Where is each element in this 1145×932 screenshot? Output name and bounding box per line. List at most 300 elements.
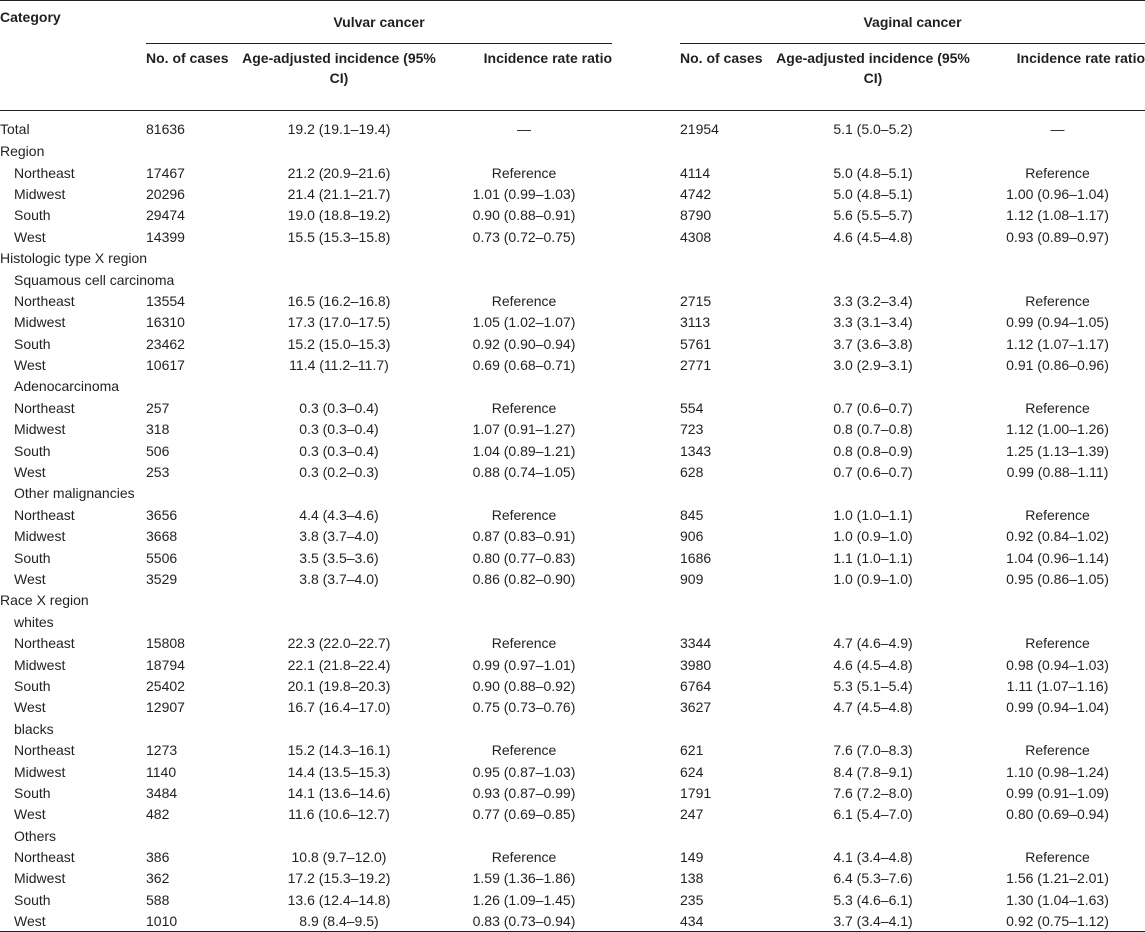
row-label: Others <box>14 827 57 844</box>
vaginal-incidence-cell: 3.0 (2.9–3.1) <box>833 357 913 374</box>
vulvar-ratio-cell: 0.83 (0.73–0.94) <box>436 911 612 932</box>
table-row <box>0 312 1145 333</box>
table-row <box>0 354 1145 375</box>
row-label: Northeast <box>14 635 75 652</box>
vaginal-incidence-cell: 5.3 (5.1–5.4) <box>833 677 913 694</box>
vaginal-ratio-cell: 0.92 (0.75–1.12) <box>970 911 1145 932</box>
vulvar-ratio-cell: 0.69 (0.68–0.71) <box>472 357 576 374</box>
vaginal-ratio-cell: Reference <box>1025 399 1090 416</box>
vulvar-incidence-cell: 11.4 (11.2–11.7) <box>289 357 389 374</box>
vulvar-ratio-cell: 1.01 (0.99–1.03) <box>472 185 576 202</box>
vulvar-cases-cell: 23462 <box>146 335 185 352</box>
row-label: Squamous cell carcinoma <box>14 271 175 288</box>
table-row <box>0 526 1145 547</box>
table-row <box>0 504 1145 525</box>
vulvar-incidence-cell: 0.3 (0.3–0.4) <box>299 421 379 438</box>
spacer-cell <box>612 183 680 204</box>
table-row <box>0 461 1145 482</box>
spacer-cell <box>612 868 680 889</box>
vaginal-cases-cell <box>680 269 776 290</box>
row-label: Midwest <box>14 314 66 331</box>
row-label: Other malignancies <box>14 485 135 502</box>
vaginal-cases-cell: 21954 <box>680 120 719 137</box>
spacer-cell <box>612 654 680 675</box>
vaginal-ratio-cell: 0.99 (0.91–1.09) <box>1006 784 1109 801</box>
vaginal-ratio-cell: 0.93 (0.89–0.97) <box>1006 228 1109 245</box>
vaginal-ratio-cell: 0.99 (0.94–1.05) <box>1006 314 1109 331</box>
vulvar-cases-cell: 362 <box>146 870 170 887</box>
vulvar-cases-cell <box>146 376 242 397</box>
vulvar-ratio-cell: 1.05 (1.02–1.07) <box>472 314 576 331</box>
table-row <box>0 483 1145 504</box>
vaginal-cases-cell: 845 <box>680 506 704 523</box>
table-row <box>0 162 1145 183</box>
header-row-groups <box>0 1 1145 44</box>
vulvar-incidence-cell: 19.2 (19.1–19.4) <box>287 120 391 137</box>
vaginal-incidence-cell: 6.1 (5.4–7.0) <box>833 806 913 823</box>
vaginal-ratio-cell: 1.00 (0.96–1.04) <box>1006 185 1109 202</box>
table-row <box>0 226 1145 247</box>
vulvar-cases-cell: 588 <box>146 891 170 908</box>
vaginal-cases-cell: 1343 <box>680 442 712 459</box>
vulvar-incidence-cell: 3.8 (3.7–4.0) <box>299 571 379 587</box>
spacer-cell <box>612 675 680 696</box>
vulvar-incidence-cell <box>242 376 436 397</box>
table-row <box>0 782 1145 803</box>
vulvar-cases-cell: 253 <box>146 464 170 481</box>
vulvar-incidence-cell: 17.3 (17.0–17.5) <box>287 314 391 331</box>
row-label: Adenocarcinoma <box>14 378 120 395</box>
category-header: Category <box>0 1 146 44</box>
spacer-cell <box>612 739 680 760</box>
row-label: Midwest <box>14 528 66 545</box>
vaginal-cases-cell: 4114 <box>680 164 711 181</box>
spacer-cell <box>612 141 680 162</box>
vaginal-ratio-cell: 0.99 (0.94–1.04) <box>1006 699 1109 716</box>
row-label: Race X region <box>0 592 89 609</box>
vulvar-cases-cell: 10617 <box>146 357 185 374</box>
vulvar-cases-cell: 3656 <box>146 506 178 523</box>
vulvar-cases-cell: 18794 <box>146 656 185 673</box>
vulvar-ratio-cell: — <box>517 120 531 137</box>
table-row <box>0 868 1145 889</box>
row-label: West <box>14 464 46 481</box>
table-row <box>0 697 1145 718</box>
vulvar-incidence-cell: 15.5 (15.3–15.8) <box>287 228 391 245</box>
vulvar-cases-cell: 14399 <box>146 228 185 245</box>
row-label: Northeast <box>14 506 75 523</box>
vulvar-ratio-cell: Reference <box>491 292 557 309</box>
table-row <box>0 825 1145 846</box>
table-row <box>0 911 1145 932</box>
vaginal-cases-cell: 723 <box>680 421 704 438</box>
vaginal-incidence-cell: 0.7 (0.6–0.7) <box>833 464 913 481</box>
vulvar-incidence-cell: 4.4 (4.3–4.6) <box>299 506 379 523</box>
spacer-cell <box>612 590 680 611</box>
spacer-cell <box>612 226 680 247</box>
vulvar-cases-cell: 13554 <box>146 292 185 309</box>
vaginal-ratio-header: Incidence rate ratio <box>970 43 1145 110</box>
vaginal-ratio-cell: 0.98 (0.94–1.03) <box>1006 656 1109 673</box>
vaginal-incidence-cell: 1.1 (1.0–1.1) <box>833 549 913 566</box>
spacer-cell <box>612 290 680 311</box>
vulvar-ratio-cell <box>436 269 612 290</box>
vaginal-cases-cell: 909 <box>680 571 704 587</box>
vaginal-incidence-cell: 5.0 (4.8–5.1) <box>833 185 913 202</box>
table-row <box>0 654 1145 675</box>
row-label: South <box>14 207 51 224</box>
vulvar-ratio-cell: 0.99 (0.97–1.01) <box>472 656 576 673</box>
vaginal-ratio-cell <box>970 141 1145 162</box>
vulvar-ratio-cell: 0.88 (0.74–1.05) <box>472 464 576 481</box>
vaginal-ratio-cell: 1.12 (1.08–1.17) <box>1006 207 1109 224</box>
vulvar-ratio-cell: 0.87 (0.83–0.91) <box>472 528 576 545</box>
row-label: blacks <box>14 720 54 737</box>
vulvar-incidence-cell: 17.2 (15.3–19.2) <box>287 870 391 887</box>
vulvar-ratio-cell: Reference <box>491 506 557 523</box>
vulvar-ratio-cell: 1.07 (0.91–1.27) <box>472 421 576 438</box>
vulvar-ratio-cell: 0.86 (0.82–0.90) <box>472 571 576 587</box>
spacer-cell <box>612 504 680 525</box>
vaginal-cases-cell: 3627 <box>680 699 712 716</box>
vaginal-incidence-cell: 1.0 (0.9–1.0) <box>833 571 913 587</box>
vulvar-cases-cell <box>146 718 242 739</box>
vulvar-incidence-cell: 20.1 (19.8–20.3) <box>287 677 391 694</box>
spacer-cell <box>612 483 680 504</box>
table-row <box>0 889 1145 910</box>
spacer-cell <box>612 911 680 932</box>
vaginal-incidence-cell <box>776 247 970 268</box>
table-row <box>0 247 1145 268</box>
vaginal-ratio-cell: 0.99 (0.88–1.11) <box>1006 464 1109 481</box>
vaginal-ratio-cell <box>970 247 1145 268</box>
vulvar-cases-cell: 257 <box>146 399 170 416</box>
row-label: Midwest <box>14 421 66 438</box>
spacer-cell <box>612 269 680 290</box>
vulvar-incidence-cell: 13.6 (12.4–14.8) <box>287 891 391 908</box>
spacer-cell <box>612 354 680 375</box>
row-label: South <box>14 677 51 694</box>
vaginal-incidence-cell: 1.0 (1.0–1.1) <box>833 506 913 523</box>
vaginal-ratio-cell <box>970 590 1145 611</box>
row-label: Northeast <box>14 292 75 309</box>
vulvar-incidence-cell: 0.3 (0.3–0.4) <box>299 442 379 459</box>
vaginal-ratio-cell <box>970 718 1145 739</box>
table-row <box>0 376 1145 397</box>
row-label: Northeast <box>14 164 75 181</box>
vulvar-ratio-cell: Reference <box>491 164 557 181</box>
vulvar-incidence-cell <box>242 718 436 739</box>
vulvar-ratio-cell <box>436 590 612 611</box>
spacer-cell <box>612 333 680 354</box>
vaginal-cases-cell: 628 <box>680 464 704 481</box>
vulvar-ratio-cell: 0.80 (0.77–0.83) <box>472 549 576 566</box>
vaginal-incidence-cell: 1.0 (0.9–1.0) <box>833 528 913 545</box>
row-label: Midwest <box>14 870 66 887</box>
vulvar-cases-cell: 15808 <box>146 635 185 652</box>
row-label: South <box>14 891 51 908</box>
vaginal-cases-cell: 4308 <box>680 228 712 245</box>
vaginal-cases-cell: 624 <box>680 763 704 780</box>
vaginal-ratio-cell: 1.10 (0.98–1.24) <box>1006 763 1109 780</box>
vaginal-cases-cell: 1791 <box>680 784 712 801</box>
vaginal-cases-cell: 247 <box>680 806 704 823</box>
vulvar-ratio-cell: 0.73 (0.72–0.75) <box>472 228 576 245</box>
vaginal-incidence-cell <box>776 590 970 611</box>
vaginal-ratio-cell: 0.95 (0.86–1.05) <box>1006 571 1109 587</box>
table-row <box>0 846 1145 867</box>
vulvar-incidence-cell <box>242 247 436 268</box>
vaginal-cases-cell: 554 <box>680 399 704 416</box>
vaginal-cases-cell: 5761 <box>680 335 712 352</box>
vaginal-ratio-cell: Reference <box>1025 849 1090 866</box>
spacer-cell <box>612 110 680 141</box>
vulvar-cases-cell: 25402 <box>146 677 185 694</box>
vaginal-incidence-cell: 3.7 (3.6–3.8) <box>833 335 913 352</box>
vulvar-ratio-cell: Reference <box>491 635 557 652</box>
vulvar-incidence-cell: 15.2 (15.0–15.3) <box>287 335 391 352</box>
vulvar-ratio-cell <box>436 825 612 846</box>
vulvar-cases-cell: 3529 <box>146 571 178 587</box>
table-row <box>0 547 1145 568</box>
vaginal-cases-cell: 138 <box>680 870 704 887</box>
vulvar-ratio-cell: 1.26 (1.09–1.45) <box>472 891 576 908</box>
vaginal-ratio-cell: Reference <box>1025 635 1090 652</box>
spacer-cell <box>612 889 680 910</box>
vaginal-incidence-cell: 4.7 (4.5–4.8) <box>833 699 913 716</box>
vaginal-ratio-cell: 1.04 (0.96–1.14) <box>1006 549 1109 566</box>
vulvar-ratio-cell: 0.93 (0.87–0.99) <box>472 784 576 801</box>
vulvar-cases-cell <box>146 611 242 632</box>
table-row <box>0 761 1145 782</box>
spacer-cell <box>612 846 680 867</box>
vaginal-ratio-cell: 0.91 (0.86–0.96) <box>1006 357 1109 374</box>
spacer-cell <box>612 461 680 482</box>
vaginal-incidence-cell: 5.6 (5.5–5.7) <box>833 207 913 224</box>
vaginal-incidence-cell: 8.4 (7.8–9.1) <box>833 763 913 780</box>
spacer-cell <box>612 397 680 418</box>
vulvar-incidence-cell: 19.0 (18.8–19.2) <box>287 207 391 224</box>
vulvar-ratio-cell <box>436 611 612 632</box>
spacer-cell <box>612 611 680 632</box>
vaginal-incidence-cell: 3.3 (3.2–3.4) <box>833 292 913 309</box>
vaginal-ratio-cell: 0.80 (0.69–0.94) <box>1006 806 1109 823</box>
vaginal-ratio-cell: — <box>1050 120 1065 137</box>
vaginal-cases-cell: 6764 <box>680 677 712 694</box>
vulvar-incidence-cell <box>242 825 436 846</box>
vaginal-incidence-cell: 4.6 (4.5–4.8) <box>833 656 913 673</box>
spacer-cell <box>612 825 680 846</box>
vaginal-cases-cell <box>680 376 776 397</box>
vulvar-incidence-cell <box>242 483 436 504</box>
vaginal-incidence-cell: 4.6 (4.5–4.8) <box>833 228 913 245</box>
row-label: South <box>14 335 51 352</box>
vulvar-cases-cell: 29474 <box>146 207 185 224</box>
table-row <box>0 205 1145 226</box>
spacer-cell <box>612 804 680 825</box>
vaginal-ratio-cell <box>970 483 1145 504</box>
vaginal-cases-cell <box>680 718 776 739</box>
vaginal-incidence-cell: 5.1 (5.0–5.2) <box>833 120 913 137</box>
vulvar-incidence-header: Age-adjusted incidence (95% CI) <box>242 43 436 110</box>
vaginal-incidence-cell: 4.1 (3.4–4.8) <box>833 849 913 866</box>
row-label: whites <box>14 613 54 630</box>
table-row <box>0 739 1145 760</box>
vaginal-ratio-cell <box>970 611 1145 632</box>
vulvar-cases-cell: 17467 <box>146 164 185 181</box>
vaginal-cases-cell <box>680 483 776 504</box>
vulvar-incidence-cell: 8.9 (8.4–9.5) <box>242 911 436 932</box>
vulvar-cases-cell <box>146 247 242 268</box>
vaginal-ratio-cell: Reference <box>1025 164 1090 181</box>
vaginal-incidence-cell: 0.8 (0.8–0.9) <box>833 442 913 459</box>
vaginal-ratio-cell: 1.25 (1.13–1.39) <box>1006 442 1109 459</box>
vulvar-incidence-cell <box>242 590 436 611</box>
vaginal-incidence-cell: 5.0 (4.8–5.1) <box>833 164 913 181</box>
vulvar-incidence-cell: 14.4 (13.5–15.3) <box>287 763 391 780</box>
spacer-cell <box>612 205 680 226</box>
vulvar-ratio-cell: 0.92 (0.90–0.94) <box>472 335 576 352</box>
row-label: Region <box>0 143 45 160</box>
vaginal-incidence-cell: 0.8 (0.7–0.8) <box>833 421 913 438</box>
row-label: South <box>14 442 51 459</box>
vaginal-ratio-cell: Reference <box>1025 292 1090 309</box>
vulvar-cases-cell: 81636 <box>146 120 185 137</box>
vulvar-ratio-header: Incidence rate ratio <box>436 43 612 110</box>
header-row-columns <box>0 43 1145 110</box>
vaginal-incidence-cell: 6.4 (5.3–7.6) <box>833 870 913 887</box>
vulvar-ratio-cell: 0.75 (0.73–0.76) <box>472 699 576 716</box>
vulvar-ratio-cell: 0.95 (0.87–1.03) <box>472 763 576 780</box>
vulvar-cases-cell: 20296 <box>146 185 185 202</box>
row-label: West <box>14 228 46 245</box>
spacer-cell <box>612 376 680 397</box>
vulvar-cases-cell <box>146 825 242 846</box>
vulvar-incidence-cell: 16.7 (16.4–17.0) <box>287 699 391 716</box>
vaginal-ratio-cell: Reference <box>1025 742 1090 759</box>
vulvar-incidence-cell: 15.2 (14.3–16.1) <box>287 742 391 759</box>
table-row <box>0 718 1145 739</box>
spacer-cell <box>612 419 680 440</box>
vulvar-ratio-cell <box>436 376 612 397</box>
vulvar-incidence-cell: 21.2 (20.9–21.6) <box>287 164 391 181</box>
vulvar-incidence-cell: 22.1 (21.8–22.4) <box>287 656 391 673</box>
spacer-cell <box>612 568 680 589</box>
table-row <box>0 290 1145 311</box>
vaginal-cases-cell: 4742 <box>680 185 712 202</box>
vaginal-incidence-header: Age-adjusted incidence (95% CI) <box>776 43 970 110</box>
spacer-cell <box>612 526 680 547</box>
vulvar-cases-cell: 1010 <box>146 911 242 932</box>
spacer-cell <box>612 547 680 568</box>
vaginal-ratio-cell: 0.92 (0.84–1.02) <box>1006 528 1109 545</box>
vaginal-incidence-cell: 0.7 (0.6–0.7) <box>833 399 913 416</box>
vulvar-incidence-cell: 10.8 (9.7–12.0) <box>291 849 387 866</box>
vaginal-ratio-cell: 1.11 (1.07–1.16) <box>1006 677 1109 694</box>
vulvar-incidence-cell: 0.3 (0.2–0.3) <box>299 464 379 481</box>
vulvar-ratio-cell: 1.04 (0.89–1.21) <box>472 442 576 459</box>
vulvar-ratio-cell: 0.90 (0.88–0.91) <box>472 207 576 224</box>
vulvar-ratio-cell: Reference <box>491 849 557 866</box>
vaginal-ratio-cell: 1.56 (1.21–2.01) <box>1006 870 1109 887</box>
vaginal-ratio-cell: Reference <box>1025 506 1090 523</box>
vaginal-incidence-cell: 3.7 (3.4–4.1) <box>776 911 970 932</box>
vulvar-ratio-cell: Reference <box>491 742 557 759</box>
row-label: West <box>14 571 46 587</box>
vulvar-cases-cell <box>146 483 242 504</box>
vaginal-cases-cell: 434 <box>680 911 776 932</box>
vaginal-cases-cell: 3113 <box>680 314 711 331</box>
vulvar-cases-cell: 3668 <box>146 528 178 545</box>
vulvar-ratio-cell: 0.77 (0.69–0.85) <box>472 806 576 823</box>
table-row <box>0 419 1145 440</box>
vulvar-cases-cell: 3484 <box>146 784 178 801</box>
vulvar-cases-cell: 12907 <box>146 699 185 716</box>
vaginal-incidence-cell: 7.6 (7.2–8.0) <box>833 784 913 801</box>
row-label: West <box>0 911 146 932</box>
spacer-cell <box>612 718 680 739</box>
vaginal-ratio-cell <box>970 825 1145 846</box>
vaginal-incidence-cell <box>776 376 970 397</box>
row-label: South <box>14 784 51 801</box>
vaginal-cases-cell: 621 <box>680 742 704 759</box>
vaginal-incidence-cell <box>776 825 970 846</box>
row-label: Total <box>0 120 30 137</box>
vulvar-cases-header: No. of cases <box>146 43 242 110</box>
vaginal-cases-cell: 8790 <box>680 207 712 224</box>
vulvar-cases-cell: 16310 <box>146 314 185 331</box>
vulvar-cases-cell: 5506 <box>146 549 178 566</box>
vaginal-ratio-cell: 1.12 (1.07–1.17) <box>1006 335 1109 352</box>
vulvar-ratio-cell <box>436 247 612 268</box>
vulvar-incidence-cell <box>242 611 436 632</box>
vulvar-cases-cell: 506 <box>146 442 170 459</box>
vaginal-incidence-cell: 3.3 (3.1–3.4) <box>833 314 913 331</box>
table-row <box>0 611 1145 632</box>
row-label: Northeast <box>14 849 75 866</box>
vaginal-cases-cell: 149 <box>680 849 704 866</box>
table-row <box>0 440 1145 461</box>
vaginal-incidence-cell <box>776 718 970 739</box>
row-label: South <box>14 549 51 566</box>
vulvar-cases-cell <box>146 590 242 611</box>
vaginal-cases-cell <box>680 141 776 162</box>
vaginal-ratio-cell <box>970 269 1145 290</box>
vaginal-ratio-cell <box>970 376 1145 397</box>
spacer-cell <box>612 761 680 782</box>
vulvar-cases-cell <box>146 141 242 162</box>
spacer-cell <box>612 162 680 183</box>
table-row <box>0 804 1145 825</box>
row-label: Midwest <box>14 656 66 673</box>
vulvar-ratio-cell: 1.59 (1.36–1.86) <box>472 870 576 887</box>
vulvar-incidence-cell: 0.3 (0.3–0.4) <box>299 399 379 416</box>
row-label: West <box>14 806 46 823</box>
vaginal-cases-cell <box>680 247 776 268</box>
row-label: West <box>14 699 46 716</box>
vulvar-incidence-cell <box>242 141 436 162</box>
vulvar-cases-cell: 482 <box>146 806 170 823</box>
vulvar-incidence-cell: 14.1 (13.6–14.6) <box>287 784 391 801</box>
table-row <box>0 269 1145 290</box>
vulvar-cases-cell: 386 <box>146 849 170 866</box>
vaginal-incidence-cell: 5.3 (4.6–6.1) <box>833 891 913 908</box>
table-row <box>0 141 1145 162</box>
spacer-cell <box>612 697 680 718</box>
row-label: Northeast <box>14 399 75 416</box>
vaginal-cases-cell <box>680 825 776 846</box>
table-body <box>0 110 1145 932</box>
